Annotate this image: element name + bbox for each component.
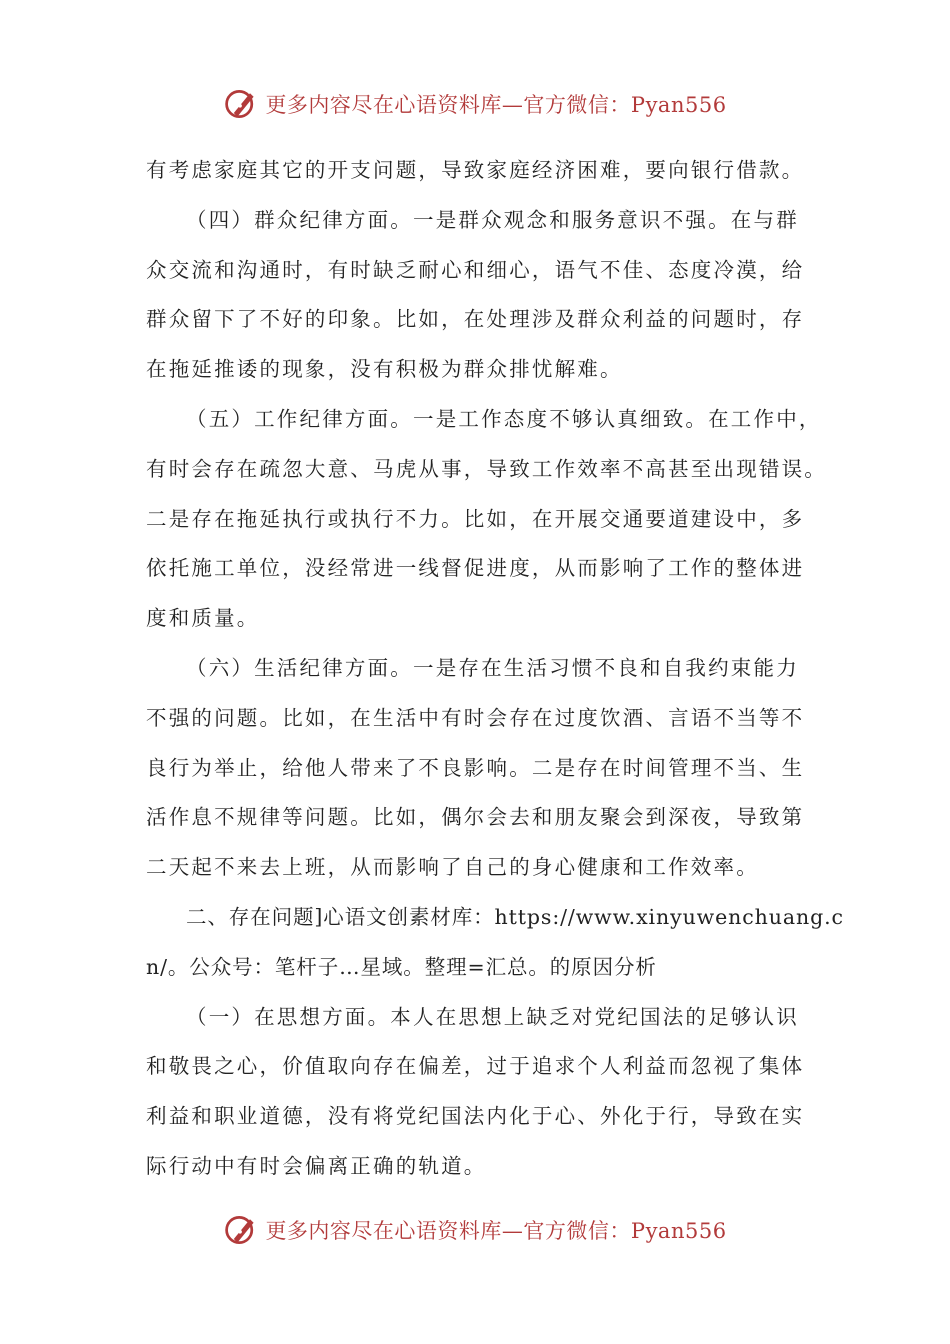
- footer-banner: [0, 1210, 950, 1250]
- pen-nib-logo-icon: [223, 86, 259, 122]
- text-line: 依托施工单位，没经常进一线督促进度，从而影响了工作的整体进: [146, 556, 805, 581]
- text-line: （六）生活纪律方面。一是存在生活习惯不良和自我约束能力: [186, 655, 799, 680]
- text-line: 度和质量。: [146, 606, 260, 631]
- text-line: （四）群众纪律方面。一是群众观念和服务意识不强。在与群: [186, 207, 799, 232]
- text-line: n/。公众号：笔杆子…星域。整理=汇总。的原因分析: [146, 954, 657, 979]
- text-line: 众交流和沟通时，有时缺乏耐心和细心，语气不佳、态度冷漠，给: [146, 257, 805, 282]
- banner-text: 更多内容尽在心语资料库—官方微信：Pyan556: [265, 93, 727, 117]
- text-line: 际行动中有时会偏离正确的轨道。: [146, 1153, 487, 1178]
- text-line: 二是存在拖延执行或执行不力。比如，在开展交通要道建设中，多: [146, 506, 805, 531]
- text-line: 二、存在问题]心语文创素材库：https://www.xinyuwenchuang.c: [186, 904, 844, 929]
- document-body: [146, 146, 844, 1192]
- pen-nib-logo-icon: [223, 1212, 259, 1248]
- text-line: 良行为举止，给他人带来了不良影响。二是存在时间管理不当、生: [146, 755, 805, 780]
- text-line: 有时会存在疏忽大意、马虎从事，导致工作效率不高甚至出现错误。: [146, 456, 827, 481]
- text-line: 二天起不来去上班，从而影响了自己的身心健康和工作效率。: [146, 855, 759, 880]
- text-line: 有考虑家庭其它的开支问题，导致家庭经济困难，要向银行借款。: [146, 158, 805, 182]
- text-line: 利益和职业道德，没有将党纪国法内化于心、外化于行，导致在实: [146, 1104, 805, 1129]
- text-line: 在拖延推诿的现象，没有积极为群众排忧解难。: [146, 357, 623, 382]
- text-line: 不强的问题。比如，在生活中有时会存在过度饮酒、言语不当等不: [146, 705, 805, 730]
- text-line: 活作息不规律等问题。比如，偶尔会去和朋友聚会到深夜，导致第: [146, 805, 805, 830]
- text-line: （五）工作纪律方面。一是工作态度不够认真细致。在工作中，: [186, 406, 822, 431]
- text-line: 和敬畏之心，价值取向存在偏差，过于追求个人利益而忽视了集体: [146, 1054, 805, 1079]
- text-line: 群众留下了不好的印象。比如，在处理涉及群众利益的问题时，存: [146, 307, 805, 332]
- header-banner: [0, 84, 950, 124]
- banner-text: 更多内容尽在心语资料库—官方微信：Pyan556: [265, 1219, 727, 1243]
- text-line: （一）在思想方面。本人在思想上缺乏对党纪国法的足够认识: [186, 1004, 799, 1029]
